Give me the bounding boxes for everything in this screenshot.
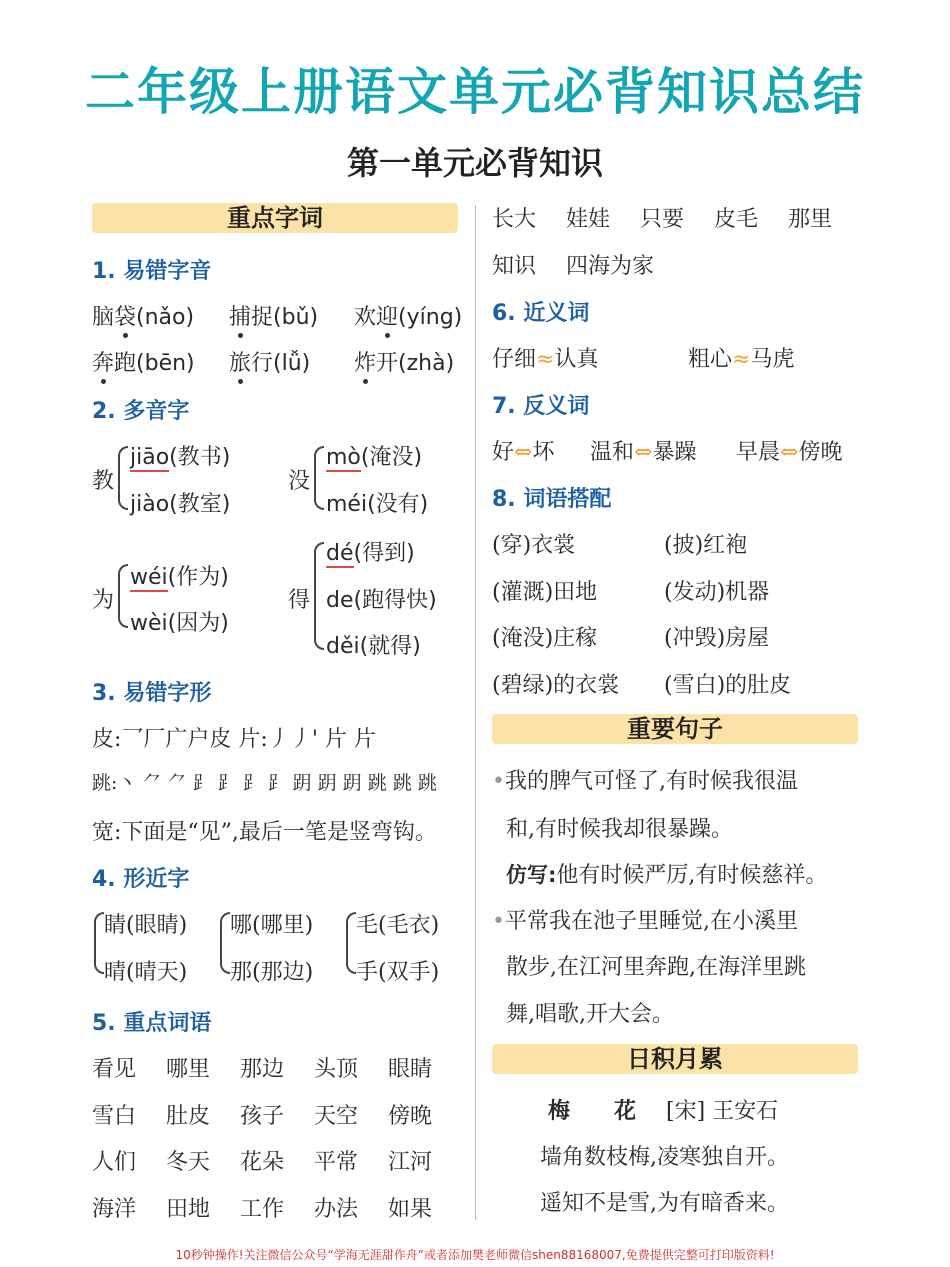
polyphone-reading: jiāo(教书) <box>130 445 231 470</box>
heading-char-form: 3. 易错字形 <box>92 681 212 706</box>
word-cell: 田地 <box>166 1196 211 1222</box>
heading-antonyms: 7. 反义词 <box>492 394 590 419</box>
word-cell: 孩子 <box>240 1103 285 1129</box>
imitation-sentence: 仿写:他有时候严厉,有时候慈祥。 <box>506 863 828 888</box>
polyphone-char: 教 <box>92 469 115 494</box>
heading-pronunciation: 1. 易错字音 <box>92 259 212 284</box>
similar-char-item: 睛(眼睛) <box>104 913 188 938</box>
antonym-pair: 早晨⇔傍晚 <box>736 440 843 465</box>
word-cell: 哪里 <box>166 1057 211 1082</box>
heading-similar-chars: 4. 形近字 <box>92 867 190 892</box>
word-cell: 那里 <box>788 207 833 232</box>
word-item: 捕捉(bǔ) <box>229 300 347 331</box>
word-cell: (碧绿)的衣裳 <box>492 672 620 698</box>
brace <box>314 542 324 650</box>
pronunciation-row-1 <box>92 300 462 331</box>
word-cell: (穿)衣裳 <box>492 533 576 558</box>
word-cell: 四海为家 <box>566 254 655 279</box>
word-item: 奔跑(bēn) <box>92 346 222 377</box>
polyphone-reading: wèi(因为) <box>130 611 229 636</box>
poem-title: 梅 花 <box>548 1098 637 1124</box>
poem-author: [宋] 王安石 <box>666 1099 779 1124</box>
stroke-order-line: 跳:丶 ⺈ ⺈ ⻊ ⻊ ⻊ ⻊ 跀 跀 跀 跳 跳 跳 <box>92 772 437 794</box>
word-cell: (雪白)的肚皮 <box>664 672 792 698</box>
heading-polyphone: 2. 多音字 <box>92 399 190 424</box>
polyphone-reading: wéi(作为) <box>130 565 229 590</box>
similar-char-item: 手(双手) <box>356 960 440 985</box>
sentence-2-line-1: •平常我在池子里睡觉,在小溪里 <box>492 909 798 934</box>
brace <box>118 564 128 628</box>
page-title: 二年级上册语文单元必背知识总结 <box>85 63 865 121</box>
brace <box>314 446 324 510</box>
polyphone-char: 没 <box>288 469 311 494</box>
section-header-sentences: 重要句子 <box>492 714 858 744</box>
polyphone-reading: děi(就得) <box>326 634 421 659</box>
word-cell: 江河 <box>388 1150 433 1175</box>
pronunciation-row-2 <box>92 346 454 377</box>
word-cell: 雪白 <box>92 1103 137 1129</box>
word-cell: 人们 <box>92 1150 137 1175</box>
word-cell: 海洋 <box>92 1196 137 1222</box>
similar-char-item: 毛(毛衣) <box>356 913 440 938</box>
similar-char-item: 晴(晴天) <box>104 960 188 985</box>
word-cell: 冬天 <box>166 1150 211 1175</box>
synonym-pair: 仔细≈认真 <box>492 347 599 372</box>
word-cell: 办法 <box>314 1196 359 1222</box>
similar-char-item: 哪(哪里) <box>230 913 314 938</box>
word-item: 脑袋(nǎo) <box>92 300 222 331</box>
word-item: 欢迎(yíng) <box>354 300 462 331</box>
word-cell: 只要 <box>640 207 685 232</box>
column-divider <box>475 205 476 1220</box>
polyphone-reading: mò(淹没) <box>326 445 423 470</box>
polyphone-char: 得 <box>288 588 311 613</box>
antonym-pair: 温和⇔暴躁 <box>590 440 697 465</box>
section-header-key-words: 重点字词 <box>92 203 458 233</box>
heading-key-words: 5. 重点词语 <box>92 1011 212 1036</box>
word-cell: 肚皮 <box>166 1103 211 1129</box>
word-cell: (发动)机器 <box>664 579 770 605</box>
word-cell: 如果 <box>388 1196 433 1222</box>
word-cell: 知识 <box>492 254 537 279</box>
word-cell: 皮毛 <box>714 207 759 232</box>
antonym-pair: 好⇔坏 <box>492 440 555 465</box>
poem-line-1: 墙角数枝梅,凌寒独自开。 <box>540 1145 789 1170</box>
word-item: 炸开(zhà) <box>354 346 454 377</box>
similar-char-item: 那(那边) <box>230 960 314 985</box>
word-cell: 眼睛 <box>388 1057 433 1082</box>
sentence-2-line-2: 散步,在江河里奔跑,在海洋里跳 <box>506 955 806 980</box>
word-item: 旅行(lǚ) <box>229 346 347 377</box>
word-cell: 娃娃 <box>566 207 611 232</box>
word-cell: 头顶 <box>314 1057 359 1082</box>
polyphone-reading: de(跑得快) <box>326 588 437 613</box>
sentence-1-line-2: 和,有时候我却很暴躁。 <box>506 817 733 842</box>
section-header-accumulation: 日积月累 <box>492 1044 858 1074</box>
polyphone-reading: dé(得到) <box>326 541 415 566</box>
polyphone-reading: méi(没有) <box>326 492 429 517</box>
heading-synonyms: 6. 近义词 <box>492 301 590 326</box>
brace <box>346 912 356 974</box>
word-cell: (淹没)庄稼 <box>492 626 598 651</box>
word-cell: (披)红袍 <box>664 533 748 558</box>
word-cell: 傍晚 <box>388 1103 433 1129</box>
polyphone-char: 为 <box>92 588 115 613</box>
word-cell: 工作 <box>240 1196 285 1222</box>
word-cell: 平常 <box>314 1150 359 1175</box>
unit-title: 第一单元必背知识 <box>346 144 603 182</box>
poem-line-2: 遥知不是雪,为有暗香来。 <box>540 1191 789 1216</box>
word-cell: 天空 <box>314 1103 359 1129</box>
heading-collocation: 8. 词语搭配 <box>492 487 612 512</box>
stroke-order-line: 宽:下面是“见”,最后一笔是竖弯钩。 <box>92 820 437 845</box>
word-cell: 长大 <box>492 207 537 232</box>
sentence-2-line-3: 舞,唱歌,开大会。 <box>506 1002 674 1027</box>
word-cell: 看见 <box>92 1057 137 1082</box>
brace <box>220 912 230 974</box>
footer-notice: 10秒钟操作!关注微信公众号“学海无涯甜作舟”或者添加樊老师微信shen88168007,免费提供完整可打印版资料! <box>175 1248 775 1262</box>
stroke-order-line: 皮:乛厂广户皮 片:丿丿' 片 片 <box>92 727 376 752</box>
word-cell: (冲毁)房屋 <box>664 626 770 651</box>
word-cell: (灌溉)田地 <box>492 579 598 605</box>
word-cell: 那边 <box>240 1057 285 1082</box>
word-cell: 花朵 <box>240 1150 285 1175</box>
polyphone-reading: jiào(教室) <box>130 492 231 517</box>
brace <box>94 912 104 974</box>
synonym-pair: 粗心≈马虎 <box>688 347 795 372</box>
sentence-1-line-1: •我的脾气可怪了,有时候我很温 <box>492 769 798 794</box>
brace <box>118 446 128 510</box>
poem-title-line <box>548 1094 778 1125</box>
